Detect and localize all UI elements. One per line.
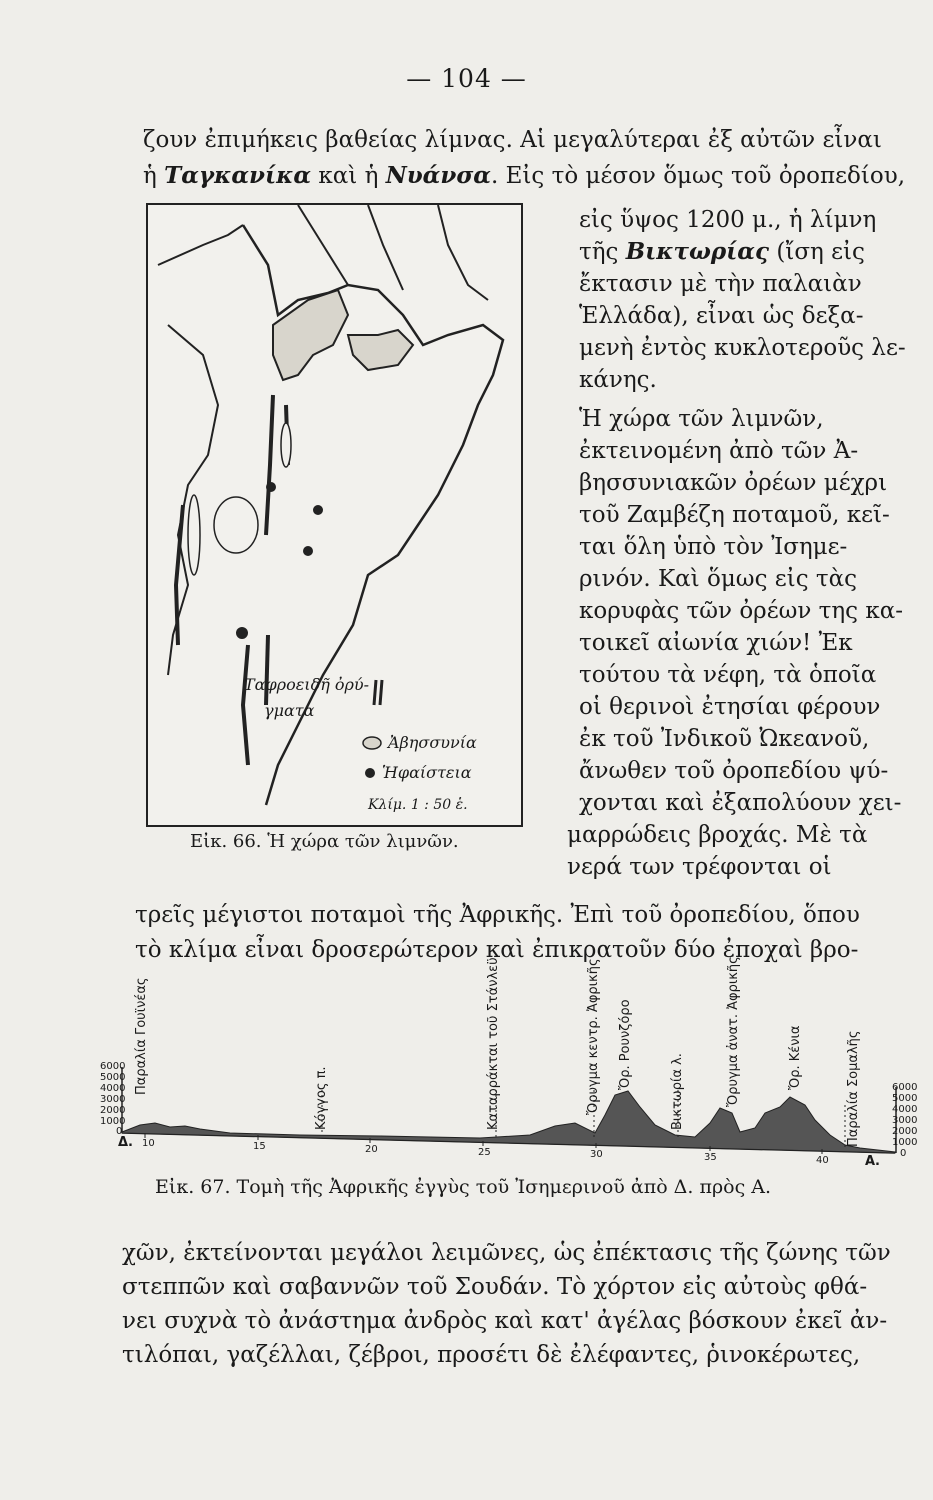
column-line: τοικεῖ αἰωνία χιών! Ἐκ (579, 630, 853, 656)
y-tick-right: 3000 (892, 1115, 918, 1126)
column-line: τούτου τὰ νέφη, τὰ ὁποῖα (579, 662, 877, 688)
y-tick-left: 3000 (100, 1094, 126, 1105)
x-tick-label: 10 (142, 1138, 155, 1149)
abyssinia-region (348, 330, 413, 370)
page-number: — 104 — (406, 64, 527, 93)
text-line-top-2 (143, 161, 905, 191)
text-line-top-1: ζουν ἐπιμήκεις βαθείας λίμνας. Αἱ μεγαλύτεραι ἐξ αὐτῶν εἶναι (143, 127, 882, 153)
x-tick-label: 40 (816, 1155, 829, 1166)
column-line: Ἑλλάδα), εἶναι ὡς δεξα- (579, 303, 864, 329)
column-line: ἐκτεινομένη ἀπὸ τῶν Ἀ- (579, 438, 859, 464)
legend-volcano-symbol (365, 768, 375, 778)
column-line: ρινόν. Καὶ ὅμως εἰς τὰς (579, 566, 858, 592)
profile-label-guinea-coast: Παραλία Γουϊνέας (134, 977, 149, 1095)
y-tick-left: 4000 (100, 1083, 126, 1094)
y-tick-left: 2000 (100, 1105, 126, 1116)
rift-line (266, 395, 273, 535)
column-line: εἰς ὕψος 1200 μ., ἡ λίμνη (579, 207, 877, 233)
text-fragment: (ἴση εἰς (769, 239, 865, 265)
volcano-dot (313, 505, 323, 515)
volcano-dot (303, 546, 313, 556)
border-line (438, 205, 488, 300)
column-line: χονται καὶ ἐξαπολύουν χει- (579, 790, 902, 816)
west-end-label: Δ. (118, 1135, 133, 1150)
x-tick-label: 35 (704, 1152, 717, 1163)
legend-rift-symbol (374, 680, 382, 705)
lakes-region-map (148, 205, 521, 825)
text-fragment: . Εἰς τὸ μέσον ὅμως τοῦ ὀροπεδίου, (491, 163, 906, 189)
lake-rudolf (281, 423, 291, 467)
y-tick-left: 6000 (100, 1061, 126, 1072)
text-line-after-fig: τρεῖς μέγιστοι ποταμοὶ τῆς Ἀφρικῆς. Ἐπὶ τοῦ ὀροπεδίου, ὅπου (135, 902, 860, 928)
column-line: μαρρώδεις βροχάς. Μὲ τὰ (567, 822, 868, 848)
map-scale-label: Κλίμ. 1 : 50 ἑ. (368, 797, 468, 813)
y-tick-right: 0 (900, 1148, 907, 1159)
profile-label-kenya: Ὄρ. Κένια (788, 1025, 803, 1090)
legend-abyssinia-symbol (363, 737, 381, 749)
volcano-dot (266, 482, 276, 492)
lake-tanganyika (188, 495, 200, 575)
lake-name-tanganyika: Ταγκανίκα (164, 162, 312, 189)
rift-line (266, 635, 268, 705)
column-line: ἐκ τοῦ Ἰνδικοῦ Ὠκεανοῦ, (579, 726, 870, 752)
column-line: ἔκτασιν μὲ τὴν παλαιὰν (579, 271, 862, 297)
y-tick-right: 1000 (892, 1137, 918, 1148)
text-fragment: ἡ (143, 163, 165, 189)
lake-name-nyasa: Νυάνσα (385, 162, 491, 189)
column-line: βησσυνιακῶν ὀρέων μέχρι (579, 470, 888, 496)
legend-rift-label: Ταφροειδῆ ὀρύ- (244, 675, 370, 694)
volcano-dot (236, 627, 248, 639)
rift-line (243, 645, 248, 765)
column-line: τοῦ Ζαμβέζη ποταμοῦ, κεῖ- (579, 502, 890, 528)
text-line-bottom: χῶν, ἐκτείνονται μεγάλοι λειμῶνες, ὡς ἐπέκτασις τῆς ζώνης τῶν (122, 1240, 891, 1266)
y-tick-left: 5000 (100, 1072, 126, 1083)
profile-label-central-rift: Ὄρυγμα κεντρ. Ἀφρικῆς (586, 958, 601, 1115)
y-tick-right: 6000 (892, 1082, 918, 1093)
lake-victoria (214, 497, 258, 553)
column-line: ται ὅλη ὑπὸ τὸν Ἰσημε- (579, 534, 848, 560)
legend-abyssinia-label: Ἀβησσυνία (388, 733, 477, 752)
column-line: κορυφὰς τῶν ὀρέων της κα- (579, 598, 904, 624)
text-line-bottom: νει συχνὰ τὸ ἀνάστημα ἀνδρὸς καὶ κατ' ἀγέλας βόσκουν ἐκεῖ ἀν- (122, 1308, 888, 1334)
x-tick-label: 15 (253, 1141, 266, 1152)
y-tick-right: 2000 (892, 1126, 918, 1137)
column-line: οἱ θερινοὶ ἐτησίαι φέρουν (579, 694, 881, 720)
profile-label-east-rift: Ὄρυγμα ἀνατ. Ἀφρικῆς (726, 956, 741, 1107)
column-line (579, 237, 865, 267)
border-line (298, 205, 348, 285)
border-line (368, 205, 403, 290)
lake-name-victoria: Βικτωρίας (625, 238, 770, 265)
y-tick-right: 4000 (892, 1104, 918, 1115)
y-tick-left: 0 (116, 1126, 123, 1137)
figure-66-map (146, 203, 523, 827)
x-tick-label: 20 (365, 1144, 378, 1155)
text-fragment: καὶ ἡ (311, 163, 386, 189)
column-line: Ἡ χώρα τῶν λιμνῶν, (579, 406, 824, 432)
border-line (158, 225, 243, 265)
figure-66-caption: Εἰκ. 66. Ἡ χώρα τῶν λιμνῶν. (190, 831, 459, 852)
column-line: ἄνωθεν τοῦ ὀροπεδίου ψύ- (579, 758, 889, 784)
profile-label-ruwenzori: Ὄρ. Ρουνζόρο (618, 999, 633, 1090)
profile-label-congo: Κόγγος π. (314, 1066, 329, 1130)
figure-67-profile (100, 956, 920, 1170)
text-line-bottom: στεππῶν καὶ σαβαννῶν τοῦ Σουδάν. Τὸ χόρτον εἰς αὐτοὺς φθά- (122, 1274, 868, 1300)
rift-line (176, 505, 183, 645)
east-end-label: Α. (865, 1154, 880, 1169)
profile-label-victoria: Βικτωρία λ. (670, 1053, 685, 1130)
y-tick-left: 1000 (100, 1116, 126, 1127)
text-fragment: τῆς (579, 239, 626, 265)
column-line: κάνης. (579, 367, 657, 393)
profile-label-stanley-falls: Καταρράκται τοῦ Στάνλεϋ (486, 957, 501, 1130)
text-line-after-fig: τὸ κλίμα εἶναι δροσερώτερον καὶ ἐπικρατοῦν δύο ἐποχαὶ βρο- (135, 937, 859, 963)
x-tick-label: 25 (478, 1147, 491, 1158)
y-tick-right: 5000 (892, 1093, 918, 1104)
x-tick-label: 30 (590, 1149, 603, 1160)
profile-label-somali-coast: Παραλία Σομαλῆς (846, 1030, 861, 1147)
figure-67-caption: Εἰκ. 67. Τομὴ τῆς Ἀφρικῆς ἐγγὺς τοῦ Ἰσημερινοῦ ἀπὸ Δ. πρὸς Α. (155, 1176, 772, 1198)
abyssinia-region (273, 290, 348, 380)
legend-volcanoes-label: Ἡφαίστεια (382, 763, 472, 782)
column-line: μενὴ ἐντὸς κυκλοτεροῦς λε- (579, 335, 906, 361)
column-line: νερά των τρέφονται οἱ (567, 854, 832, 880)
text-line-bottom: τιλόπαι, γαζέλλαι, ζέβροι, προσέτι δὲ ἐλέφαντες, ῥινοκέρωτες, (122, 1342, 861, 1368)
legend-rift-label-2: γματα (264, 701, 315, 720)
